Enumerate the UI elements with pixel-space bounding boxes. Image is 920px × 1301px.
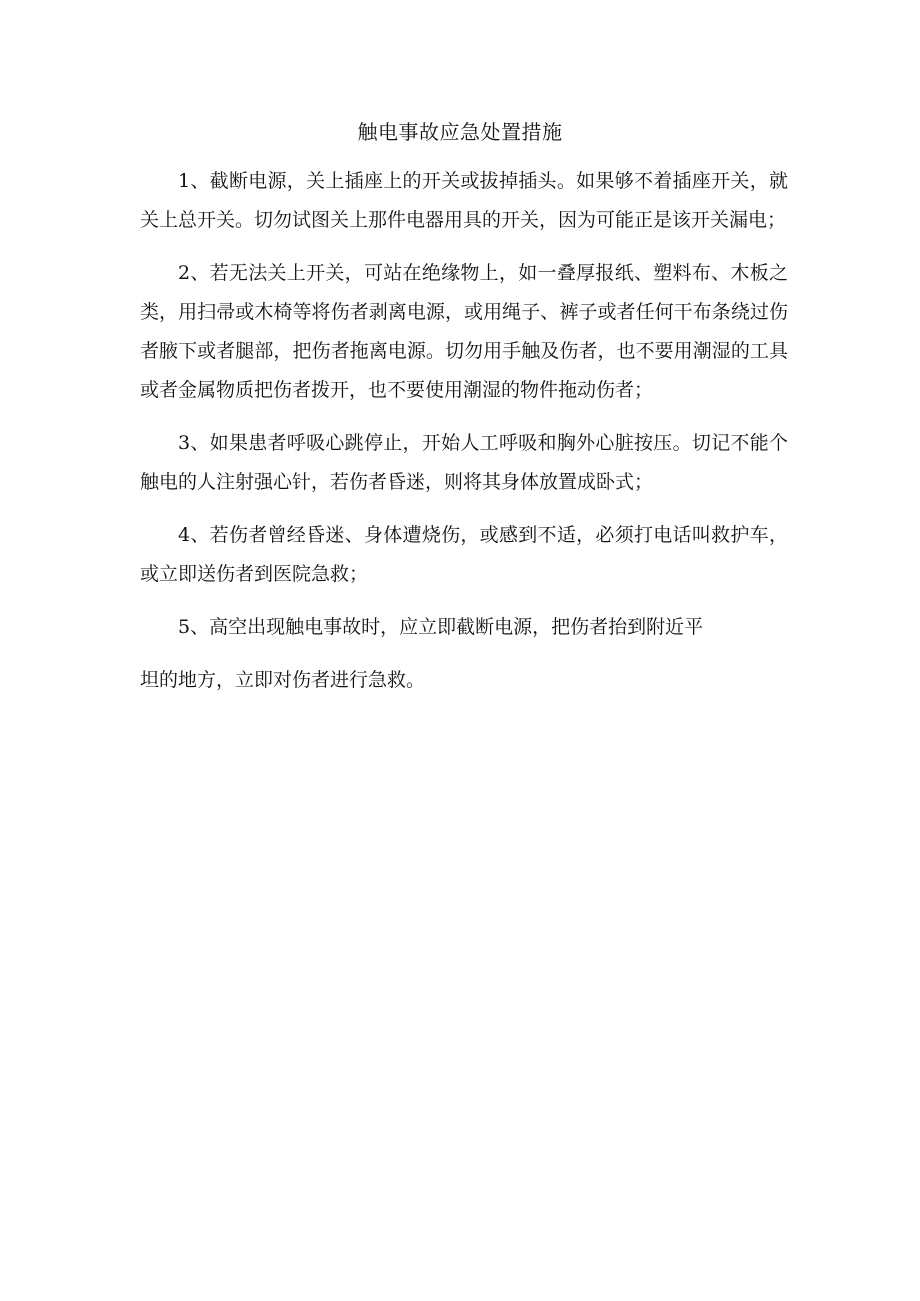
paragraph-1: 1、截断电源，关上插座上的开关或拔掉插头。如果够不着插座开关，就关上总开关。切勿试图关上那件电器用具的开关，因为可能正是该开关漏电； bbox=[140, 170, 788, 231]
paragraph-5-line-2: 坦的地方，立即对伤者进行急救。 bbox=[140, 669, 426, 691]
paragraph-5-line-1: 5、高空出现触电事故时，应立即截断电源，把伤者抬到附近平 bbox=[178, 616, 704, 638]
paragraph-2: 2、若无法关上开关，可站在绝缘物上，如一叠厚报纸、塑料布、木板之类，用扫帚或木椅等将伤者剥离电源，或用绳子、裤子或者任何干布条绕过伤者腋下或者腿部，把伤者拖离电源。切勿用手触及伤者，也不要用潮湿的工具或者金属物质把伤者拨开，也不要使用潮湿的物件拖动伤者； bbox=[140, 262, 788, 401]
document-body bbox=[140, 162, 788, 700]
document-title: 触电事故应急处置措施 bbox=[357, 120, 563, 144]
paragraph-5 bbox=[140, 608, 788, 700]
paragraph-3: 3、如果患者呼吸心跳停止，开始人工呼吸和胸外心脏按压。切记不能个触电的人注射强心针，若伤者昏迷，则将其身体放置成卧式； bbox=[140, 432, 788, 493]
paragraph-4: 4、若伤者曾经昏迷、身体遭烧伤，或感到不适，必须打电话叫救护车，或立即送伤者到医院急救； bbox=[140, 524, 788, 585]
